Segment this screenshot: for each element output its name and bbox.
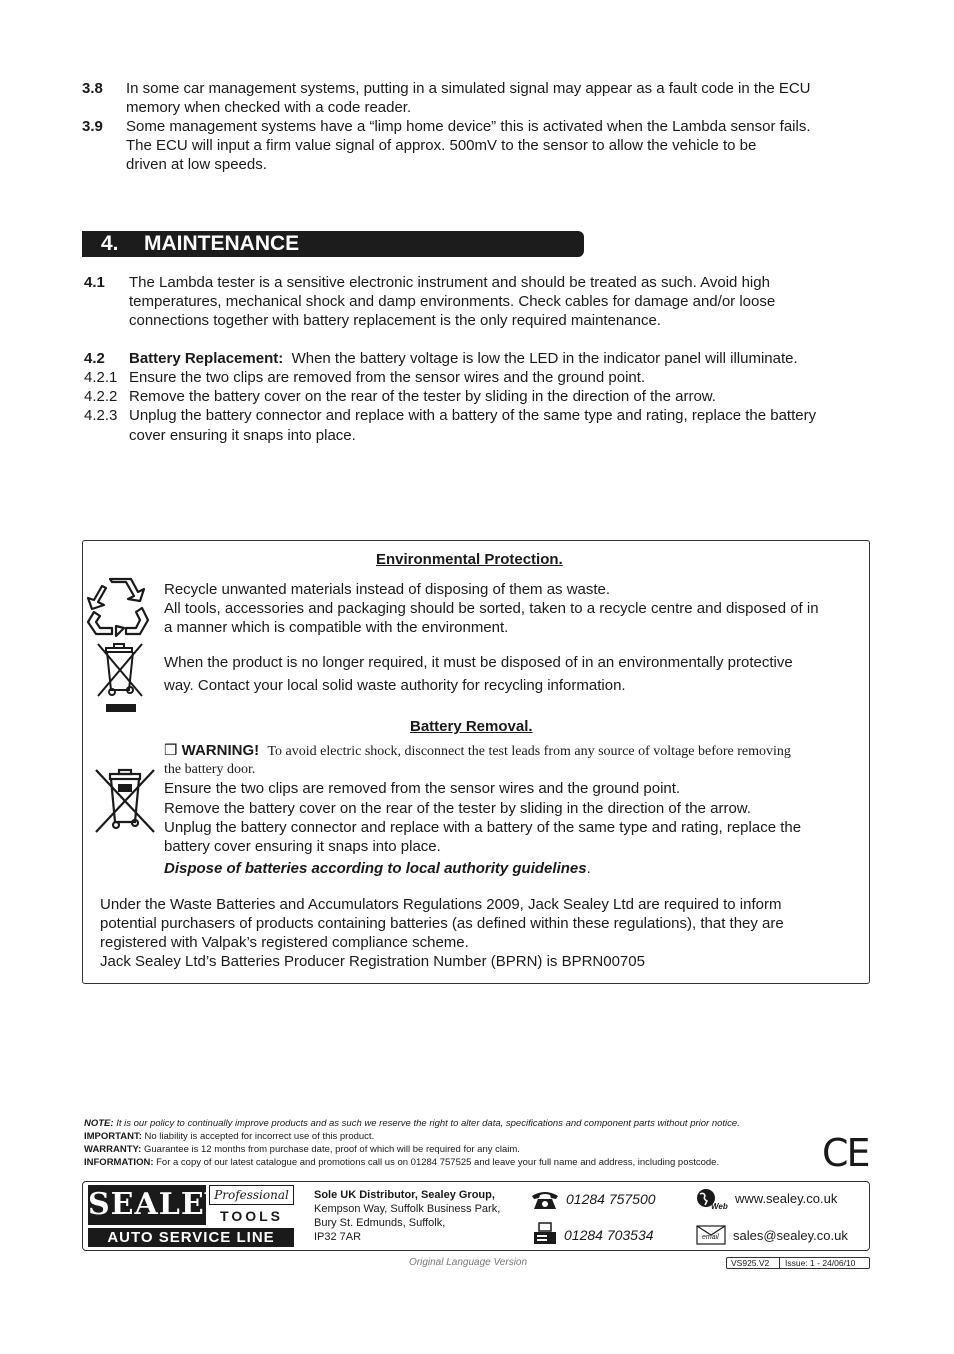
- item-4-2-3-line-1: Unplug the battery connector and replace with a battery of the same type and rating, replace the battery: [129, 407, 817, 424]
- recycle-line-3: a manner which is compatible with the environment.: [164, 619, 509, 636]
- item-3-8-line-1: In some car management systems, putting in a simulated signal may appear as a fault code in the ECU: [126, 80, 811, 97]
- disposal-line-1: When the product is no longer required, it must be disposed of in an environmentally protective: [164, 654, 793, 671]
- regulation-line-4: Jack Sealey Ltd’s Batteries Producer Registration Number (BPRN) is BPRN00705: [100, 953, 645, 970]
- regulation-line-1: Under the Waste Batteries and Accumulators Regulations 2009, Jack Sealey Ltd are required to inform: [100, 896, 782, 913]
- battery-line-3: Unplug the battery connector and replace with a battery of the same type and rating, replace the: [164, 819, 802, 836]
- important-label: IMPORTANT:: [84, 1131, 142, 1142]
- fax-number[interactable]: 01284 703534: [564, 1227, 654, 1243]
- information-text: For a copy of our latest catalogue and promotions call us on 01284 757525 and leave your full name and address, including postcode.: [156, 1157, 720, 1168]
- warranty-line: [84, 1143, 740, 1156]
- version-divider: [779, 1258, 780, 1268]
- logo-auto-service-line: AUTO SERVICE LINE: [88, 1228, 294, 1247]
- logo-tools: TOOLS: [220, 1208, 283, 1224]
- regulation-line-3: registered with Valpak’s registered compliance scheme.: [100, 934, 469, 951]
- email-label: email: [702, 1234, 719, 1241]
- environment-heading: Environmental Protection.: [376, 551, 563, 568]
- battery-removal-heading: Battery Removal.: [410, 718, 533, 735]
- item-4-1-line-3: connections together with battery replacement is the only required maintenance.: [129, 312, 661, 329]
- recycle-line-1: Recycle unwanted materials instead of disposing of them as waste.: [164, 581, 611, 598]
- website-link[interactable]: www.sealey.co.uk: [735, 1191, 838, 1206]
- logo-professional: Professional: [209, 1185, 294, 1205]
- dispose-note: Dispose of batteries according to local authority guidelines.: [164, 860, 591, 877]
- note-text: It is our policy to continually improve products and as such we reserve the right to alter data, specifications and component parts without prior notice.: [116, 1118, 740, 1129]
- version-box: [726, 1257, 870, 1269]
- battery-line-1: Ensure the two clips are removed from the sensor wires and the ground point.: [164, 780, 681, 797]
- logo-main: SEALEY: [88, 1185, 206, 1225]
- address-line-1: Kempson Way, Suffolk Business Park,: [314, 1203, 501, 1215]
- email-link[interactable]: sales@sealey.co.uk: [733, 1228, 848, 1243]
- item-4-1-number: 4.1: [84, 274, 105, 291]
- item-4-2-body: When the battery voltage is low the LED in the indicator panel will illuminate.: [291, 350, 798, 367]
- model-code: VS925.V2: [731, 1258, 770, 1268]
- warning-label: ❒ WARNING!: [164, 742, 260, 759]
- information-label: INFORMATION:: [84, 1157, 154, 1168]
- item-4-2-number: 4.2: [84, 350, 105, 367]
- section-heading-maintenance: [82, 231, 584, 257]
- ce-mark: CE: [822, 1131, 869, 1175]
- regulation-line-2: potential purchasers of products containing batteries (as defined within these regulations), that they are: [100, 915, 784, 932]
- item-4-2-1-text: Ensure the two clips are removed from the sensor wires and the ground point.: [129, 369, 646, 386]
- recycle-icon: [86, 576, 152, 638]
- warranty-label: WARRANTY:: [84, 1144, 142, 1155]
- item-4-2-2-number: 4.2.2: [84, 388, 118, 405]
- battery-line-2: Remove the battery cover on the rear of the tester by sliding in the direction of the arrow.: [164, 800, 751, 817]
- note-label: NOTE:: [84, 1118, 114, 1129]
- item-4-2-3-number: 4.2.3: [84, 407, 118, 424]
- fax-icon: [532, 1222, 558, 1246]
- sealey-logo: [88, 1185, 294, 1247]
- item-4-1-line-1: The Lambda tester is a sensitive electronic instrument and should be treated as such. Avoid high: [129, 274, 770, 291]
- item-3-8-line-2: memory when checked with a code reader.: [126, 99, 412, 116]
- item-4-2-2-text: Remove the battery cover on the rear of the tester by sliding in the direction of the arrow.: [129, 388, 716, 405]
- web-label: Web: [711, 1202, 728, 1211]
- important-line: [84, 1130, 740, 1143]
- item-4-2-1-number: 4.2.1: [84, 369, 118, 386]
- important-text: No liability is accepted for incorrect use of this product.: [144, 1131, 375, 1142]
- recycle-line-2: All tools, accessories and packaging should be sorted, taken to a recycle centre and disposed of in: [164, 600, 819, 617]
- address-line-2: Bury St. Edmunds, Suffolk,: [314, 1217, 446, 1229]
- item-4-1-line-2: temperatures, mechanical shock and damp environments. Check cables for damage and/or loose: [129, 293, 776, 310]
- address-line-3: IP32 7AR: [314, 1231, 362, 1243]
- battery-line-4: battery cover ensuring it snaps into place.: [164, 838, 441, 855]
- language-note: Original Language Version: [409, 1257, 528, 1268]
- note-line: [84, 1117, 740, 1130]
- item-3-9-line-2: The ECU will input a firm value signal of approx. 500mV to the sensor to allow the vehicle to be: [126, 137, 757, 154]
- information-line: [84, 1156, 740, 1169]
- notes-block: [84, 1117, 740, 1169]
- battery-bin-icon: [94, 768, 156, 834]
- distributor-address: [314, 1188, 500, 1244]
- item-3-9-line-1: Some management systems have a “limp home device” this is activated when the Lambda sensor fails.: [126, 118, 811, 135]
- distributor-title: Sole UK Distributor, Sealey Group,: [314, 1189, 495, 1201]
- section-title: MAINTENANCE: [144, 232, 300, 255]
- warranty-text: Guarantee is 12 months from purchase date, proof of which will be required for any claim.: [143, 1144, 520, 1155]
- item-4-2-text: [129, 349, 798, 368]
- item-3-9-number: 3.9: [82, 118, 103, 135]
- warning-line-2: the battery door.: [164, 762, 256, 777]
- phone-number[interactable]: 01284 757500: [566, 1191, 656, 1207]
- warning-text: To avoid electric shock, disconnect the test leads from any source of voltage before removing: [267, 744, 791, 759]
- warning-line-1: [164, 741, 791, 761]
- item-4-2-3-line-2: cover ensuring it snaps into place.: [129, 427, 356, 444]
- telephone-icon: [530, 1188, 560, 1210]
- item-3-8-number: 3.8: [82, 80, 103, 97]
- section-number: 4.: [101, 232, 119, 255]
- dispose-note-text: Dispose of batteries according to local authority guidelines: [164, 860, 587, 877]
- crossed-bin-icon: [94, 640, 146, 714]
- disposal-line-2: way. Contact your local solid waste authority for recycling information.: [164, 677, 626, 694]
- issue-date: Issue: 1 - 24/06/10: [785, 1258, 856, 1268]
- item-4-2-label: Battery Replacement:: [129, 350, 284, 367]
- item-3-9-line-3: driven at low speeds.: [126, 156, 267, 173]
